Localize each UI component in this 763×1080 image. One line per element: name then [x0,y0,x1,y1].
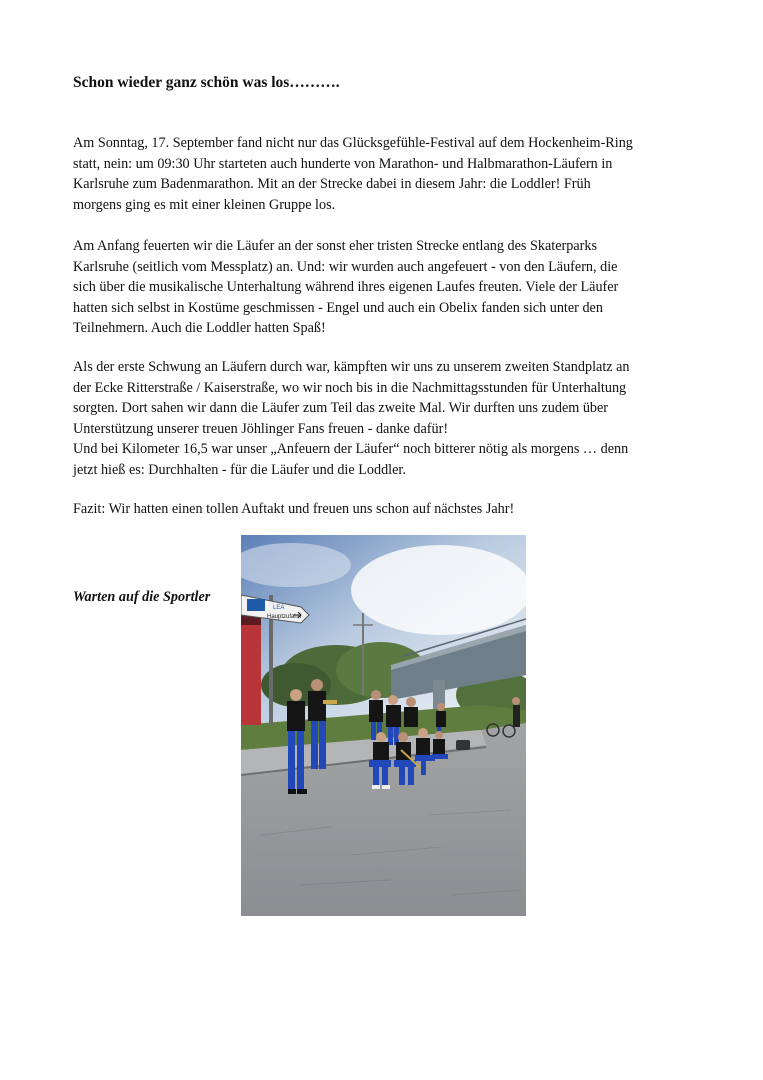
text-line: Unterstützung unserer treuen Jöhlinger Fans freuen - danke dafür! [73,420,449,437]
text-line: sich über die musikalische Unterhaltung während ihres eigenen Laufes freuten. Viele der Läufer [73,279,619,296]
sign-line-1: LEA [273,605,285,611]
person [404,697,418,727]
text-line: Am Anfang feuerten wir die Läufer an der sonst eher tristen Strecke entlang des Skaterparks [73,238,597,254]
text-line: der Ecke Ritterstraße / Kaiserstraße, wo wir noch bis in die Nachmittagsstunden für Unterhaltung [73,379,627,396]
paragraph-conclusion [73,499,698,520]
paragraph-second-spot [73,357,698,481]
paragraph-start [73,236,698,339]
sign-line-2: Hauptzufahrt [267,614,302,620]
text-line: Als der erste Schwung an Läufern durch war, kämpften wir uns zu unserem zweiten Standplatz an [73,359,630,375]
text-line: jetzt hieß es: Durchhalten - für die Läufer und die Loddler. [73,461,406,478]
photo-caption: Warten auf die Sportler [73,589,211,605]
text-line: hatten sich selbst in Kostüme geschmissen - Engel und auch ein Obelix fanden sich unter den [73,299,603,316]
text-line: Teilnehmern. Auch die Loddler hatten Spaß! [73,320,326,337]
paragraph-intro [73,133,698,215]
text-line: sorgten. Dort sahen wir dann die Läufer zum Teil das zweite Mal. Wir durften uns zudem über [73,400,609,417]
text-line: Am Sonntag, 17. September fand nicht nur das Glücksgefühle-Festival auf dem Hockenheim-Ring [73,135,633,151]
text-line: Karlsruhe (seitlich vom Messplatz) an. Und: wir wurden auch angefeuert - von den Läufern, die [73,258,618,275]
text-line: Fazit: Wir hatten einen tollen Auftakt und freuen uns schon auf nächstes Jahr! [73,501,515,517]
text-line: statt, nein: um 09:30 Uhr starteten auch hunderte von Marathon- und Halbmarathon-Läufern in [73,155,613,172]
text-line: Und bei Kilometer 16,5 war unser „Anfeuern der Läufer“ noch bitterer nötig als morgens … denn [73,441,629,458]
text-line: morgens ging es mit einer kleinen Gruppe los. [73,196,336,213]
group-photo [241,535,526,916]
person [287,689,307,794]
advertising-pillar [241,615,261,725]
text-line: Karlsruhe zum Badenmarathon. Mit an der Strecke dabei in diesem Jahr: die Loddler! Früh [73,176,591,193]
article-title: Schon wieder ganz schön was los………. [73,74,340,91]
